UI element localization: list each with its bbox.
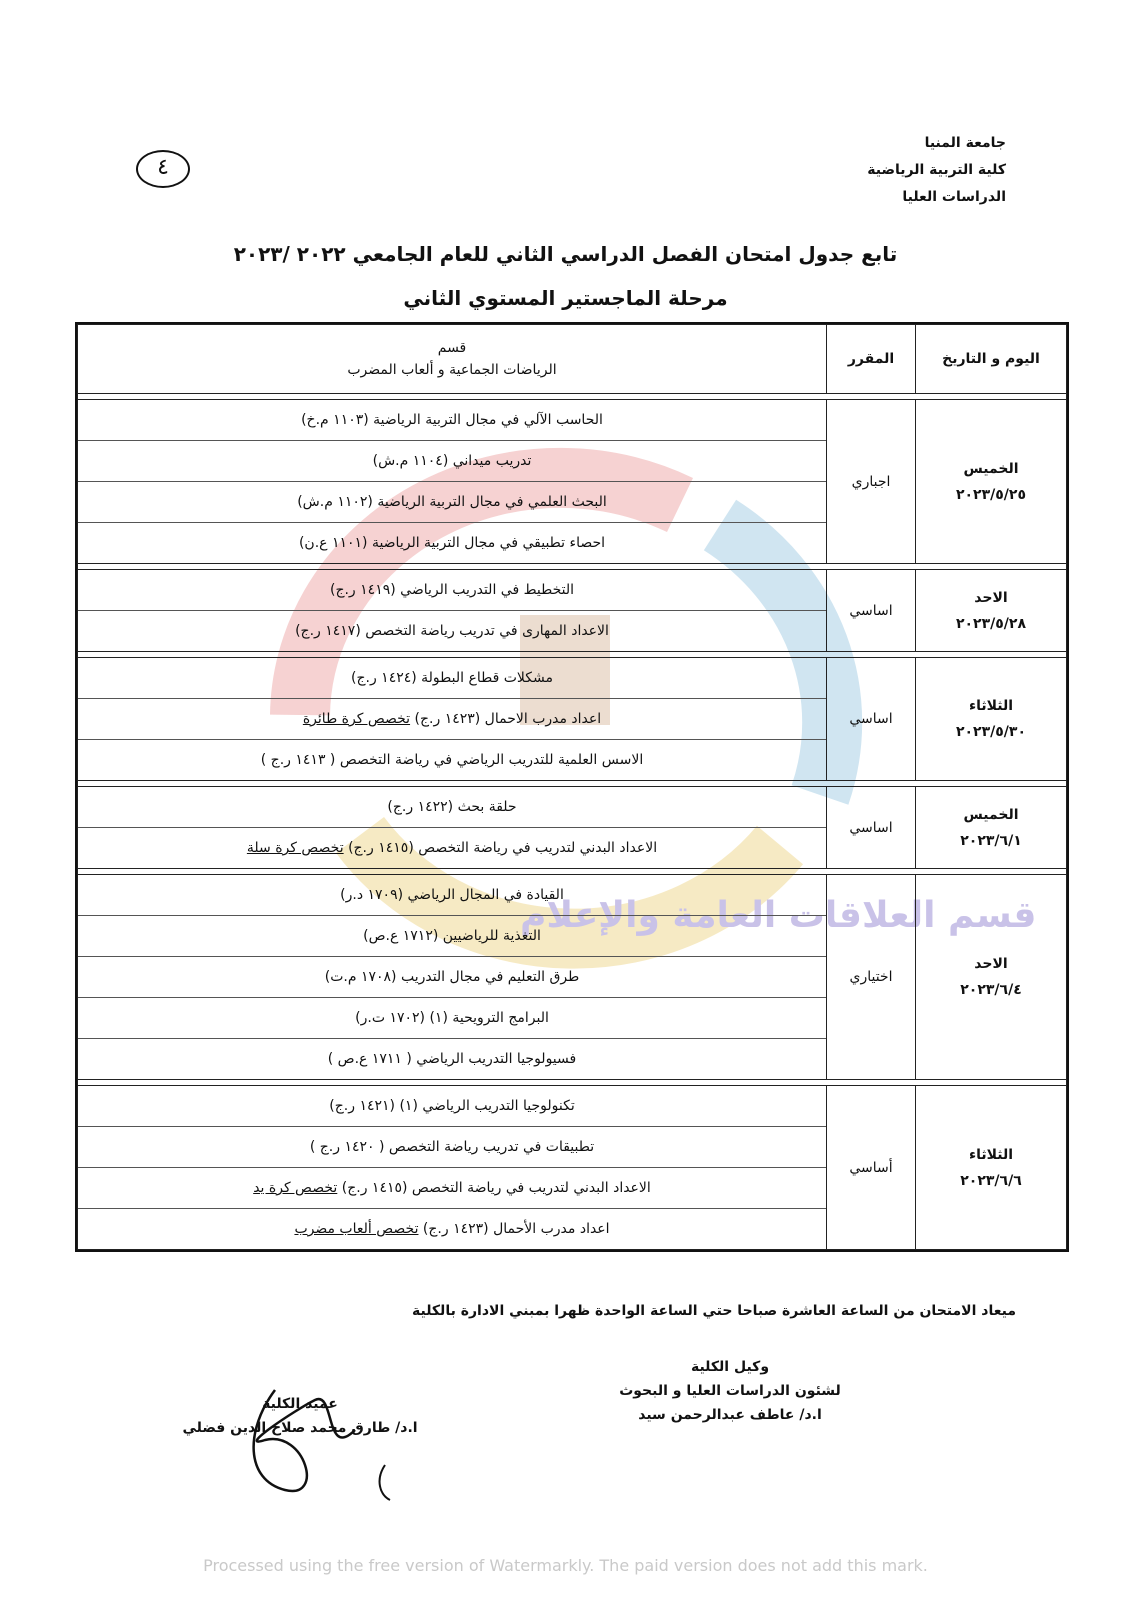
- course-text: التغذية للرياضيين (١٧١٢ ع.ص): [363, 928, 541, 944]
- course-type-cell: أساسي: [827, 1086, 916, 1250]
- exam-date: ٢٠٢٣/٦/١: [960, 832, 1022, 849]
- course-text: الاعداد المهارى في تدريب رياضة التخصص (١٤١٧ ر.ج): [295, 623, 609, 639]
- day-date-cell: [916, 1086, 1067, 1250]
- course-text: الاعداد البدني لتدريب في رياضة التخصص (١٤١٥ ر.ج): [348, 840, 658, 856]
- table-header-row: [78, 325, 1067, 394]
- course-text: مشكلات قطاع البطولة (١٤٢٤ ر.ج): [351, 670, 553, 686]
- course-text: الاسس العلمية للتدريب الرياضي في رياضة التخصص ( ١٤١٣ ر.ج ): [260, 752, 644, 768]
- faculty-name: كلية التربية الرياضية: [867, 162, 1006, 178]
- courses-cell: [78, 570, 827, 652]
- header-department: [78, 325, 827, 394]
- dean-name: ا.د/ طارق محمد صلاح الدين فضلي: [182, 1420, 418, 1436]
- exam-date: ٢٠٢٣/٦/٦: [960, 1172, 1022, 1189]
- signature-scribble-icon: [185, 1370, 415, 1510]
- exam-date: ٢٠٢٣/٥/٢٨: [955, 615, 1027, 632]
- course-type-cell: اساسي: [827, 658, 916, 781]
- courses-cell: [78, 658, 827, 781]
- course-item: [78, 1039, 826, 1079]
- course-text: طرق التعليم في مجال التدريب (١٧٠٨ م.ت): [324, 969, 580, 985]
- day-name: الثلاثاء: [968, 698, 1014, 714]
- course-type-cell: اساسي: [827, 787, 916, 869]
- table-row: [78, 875, 1067, 1080]
- course-item: [78, 611, 826, 651]
- day-date-cell: [916, 400, 1067, 564]
- exam-time-note: ميعاد الامتحان من الساعة العاشرة صباحا حتي الساعة الواحدة ظهرا بمبني الادارة بالكلية: [412, 1303, 1016, 1319]
- course-text: فسيولوجيا التدريب الرياضي ( ١٧١١ ع.ص ): [327, 1051, 577, 1067]
- vice-dean-role: لشئون الدراسات العليا و البحوث: [619, 1383, 841, 1399]
- course-item: [78, 658, 826, 699]
- course-text: اعداد مدرب الاحمال (١٤٢٣ ر.ج): [414, 711, 602, 727]
- course-item: [78, 400, 826, 441]
- exam-date: ٢٠٢٣/٥/٣٠: [955, 724, 1027, 740]
- day-name: الثلاثاء: [968, 1146, 1014, 1163]
- course-item: [78, 787, 826, 828]
- course-item: [78, 740, 826, 780]
- course-text: اعداد مدرب الأحمال (١٤٢٣ ر.ج): [422, 1221, 610, 1237]
- course-type-cell: اجباري: [827, 400, 916, 564]
- header-day-date: اليوم و التاريخ: [916, 325, 1067, 394]
- course-item: [78, 482, 826, 523]
- course-specialization: تخصص كرة يد: [253, 1180, 338, 1196]
- footer-watermark: Processed using the free version of Watermarkly. The paid version does not add this mark.: [203, 1556, 928, 1575]
- course-text: القيادة في المجال الرياضي (١٧٠٩ د.ر): [340, 887, 564, 903]
- course-text: تطبيقات في تدريب رياضة التخصص ( ١٤٢٠ ر.ج ): [309, 1139, 595, 1155]
- page-title: تابع جدول امتحان الفصل الدراسي الثاني للعام الجامعي ٢٠٢٢ /٢٠٢٣: [233, 242, 898, 266]
- course-text: الاعداد البدني لتدريب في رياضة التخصص (١٤١٥ ر.ج): [341, 1180, 651, 1196]
- course-specialization: تخصص كرة طائرة: [302, 711, 411, 727]
- page-number: ٤: [136, 150, 190, 188]
- course-text: تكنولوجيا التدريب الرياضي (١) (١٤٢١ ر.ج): [329, 1098, 575, 1114]
- course-item: [78, 699, 826, 740]
- courses-cell: [78, 787, 827, 869]
- exam-date: ٢٠٢٣/٥/٢٥: [955, 486, 1027, 503]
- course-item: [78, 957, 826, 998]
- course-text: الحاسب الآلي في مجال التربية الرياضية (١١٠٣ م.خ): [301, 412, 603, 428]
- courses-cell: [78, 875, 827, 1080]
- course-item: [78, 1168, 826, 1209]
- header-block: [867, 130, 1006, 211]
- course-item: [78, 1086, 826, 1127]
- exam-date: ٢٠٢٣/٦/٤: [960, 982, 1022, 998]
- day-date-cell: [916, 787, 1067, 869]
- day-name: الخميس: [963, 460, 1019, 477]
- vice-dean-title: وكيل الكلية: [690, 1359, 770, 1375]
- dean-title: عميد الكلية: [262, 1396, 338, 1412]
- page-subtitle: مرحلة الماجستير المستوي الثاني: [403, 286, 728, 310]
- course-item: [78, 916, 826, 957]
- course-item: [78, 1209, 826, 1249]
- courses-cell: [78, 1086, 827, 1250]
- dept-label: قسم: [437, 340, 467, 356]
- course-item: [78, 570, 826, 611]
- vice-dean-signature: [600, 1355, 860, 1427]
- exam-schedule-table: [75, 322, 1069, 1252]
- course-specialization: تخصص كرة سلة: [246, 840, 344, 856]
- course-text: التخطيط في التدريب الرياضي (١٤١٩ ر.ج): [329, 582, 575, 598]
- department-name: الدراسات العليا: [902, 189, 1006, 205]
- course-type-cell: اختياري: [827, 875, 916, 1080]
- watermark-text: قسم العلاقات العامة والإعلام: [520, 895, 1037, 936]
- table-row: [78, 1086, 1067, 1250]
- university-name: جامعة المنيا: [924, 135, 1006, 151]
- day-date-cell: [916, 658, 1067, 781]
- day-date-cell: [916, 875, 1067, 1080]
- course-item: [78, 1127, 826, 1168]
- course-text: احصاء تطبيقي في مجال التربية الرياضية (١١٠١ ع.ن): [298, 535, 606, 551]
- day-date-cell: [916, 570, 1067, 652]
- day-name: الخميس: [963, 806, 1019, 823]
- course-item: [78, 998, 826, 1039]
- course-type-cell: اساسي: [827, 570, 916, 652]
- table-row: [78, 658, 1067, 781]
- day-name: الاحد: [974, 956, 1008, 972]
- header-course-type: المقرر: [827, 325, 916, 394]
- course-item: [78, 875, 826, 916]
- course-text: البرامج الترويحية (١) (١٧٠٢ ت.ر): [355, 1010, 549, 1026]
- course-item: [78, 828, 826, 868]
- dept-name: الرياضات الجماعية و ألعاب المضرب: [347, 362, 557, 378]
- courses-cell: [78, 400, 827, 564]
- course-text: تدريب ميداني (١١٠٤ م.ش): [372, 453, 532, 469]
- vice-dean-name: ا.د/ عاطف عبدالرحمن سيد: [638, 1407, 822, 1423]
- course-specialization: تخصص ألعاب مضرب: [294, 1221, 419, 1237]
- table-row: [78, 787, 1067, 869]
- table-row: [78, 570, 1067, 652]
- course-text: حلقة بحث (١٤٢٢ ر.ج): [387, 799, 517, 815]
- day-name: الاحد: [974, 589, 1008, 606]
- table-row: [78, 400, 1067, 564]
- course-item: [78, 441, 826, 482]
- course-text: البحث العلمي في مجال التربية الرياضية (١١٠٢ م.ش): [297, 494, 607, 510]
- course-item: [78, 523, 826, 563]
